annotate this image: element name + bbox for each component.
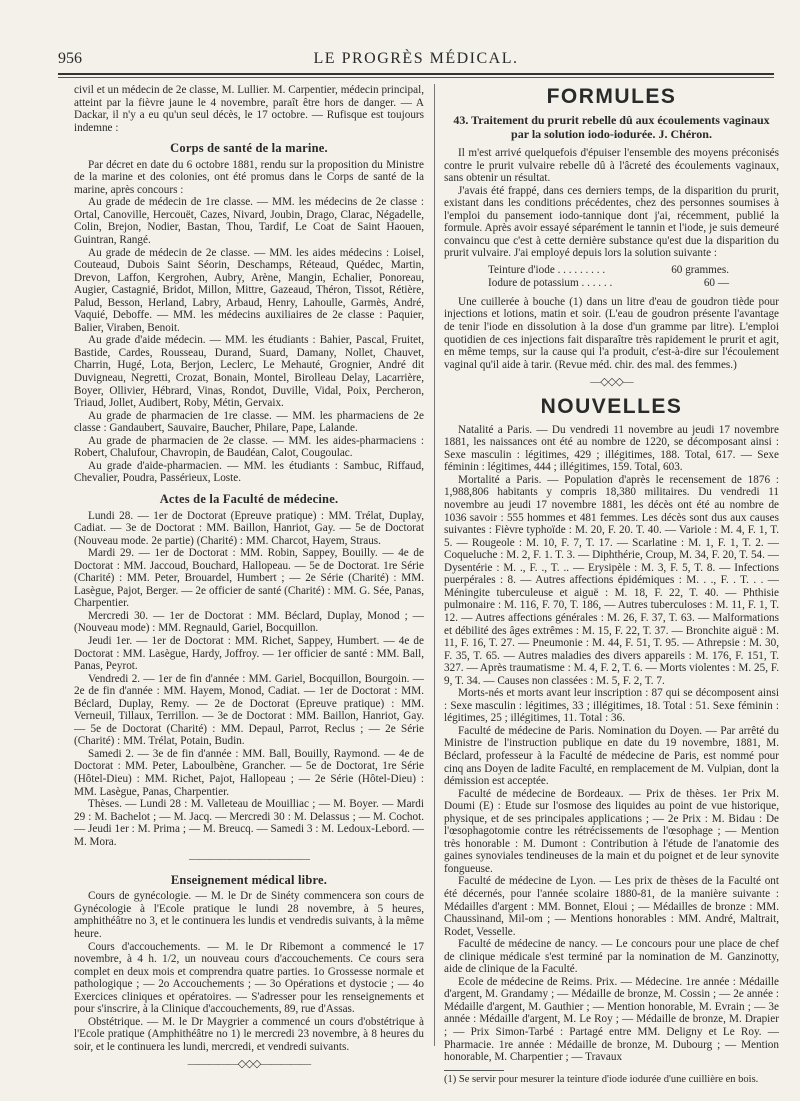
paragraph: Faculté de médecine de Paris. Nomination du Doyen. — Par arrêté du Ministre de l'instruction publique en date du 19 novembre, 1881, M. Béclard, professeur à la Faculté de médecine de Paris, est nommé pour cinq ans Doyen de ladite Faculté, en remplacement de M. Vulpian, dont la démission est acceptée. [444,724,779,788]
paragraph: Au grade d'aide-pharmacien. — MM. les étudiants : Sambuc, Riffaud, Chevalier, Poudra, Passérieux, Loste. [74,459,424,485]
right-column [444,84,779,1086]
ornament-divider: ———————————— [189,853,309,866]
paragraph: Obstétrique. — M. le Dr Maygrier a commencé un cours d'obstétrique à l'Ecole pratique (Amphithéâtre no 1) le mercredi 23 novembre, à 8 heures du soir, et le continuera les lundi, mercredi, et vendredi suivants. [74,1015,424,1053]
paragraph: Ecole de médecine de Reims. Prix. — Médecine. 1re année : Médaille d'argent, M. Grandamy ; — Médaille de bronze, M. Cossin ; — 2e année : Médaille d'argent, M. Gauthier ; — Mention honorable, M. Evrain ; — 3e année : Médaille d'argent, M. Le Roy ; — Médaille de bronze, M. Drapier ; — Prix Simon-Tarbé : Partagé entre MM. Deligny et Le Roy. — Pharmacie. 1re année : Médaille de bronze, M. Dubourg ; — Mention honorable, M. Charpentier ; — Travaux [444,975,779,1064]
footnote-rule [444,1070,504,1071]
section-title-enseignement: Enseignement médical libre. [170,872,328,887]
header-rule [58,73,774,75]
paragraph: Lundi 28. — 1er de Doctorat (Epreuve pratique) : MM. Trélat, Duplay, Cadiat. — 3e de Doctorat : MM. Baillon, Hanriot, Gay. — 5e de Doctorat (Nouveau mode. 2e partie) (Charité) : MM. Charcot, Hayem, Straus. [74,509,424,547]
header-rule-thin [58,77,774,78]
paragraph: Faculté de médecine de Bordeaux. — Prix de thèses. 1er Prix M. Doumi (E) : Etude sur l'osmose des liquides au point de vue historique, physique, et de ses principales applications ; — 2e Prix : M. Bidau : De l'œsophagotomie contre les rétrécissements de l'œsophage ; — Mention très honorable : M. Dumont : Contribution à l'étude de l'anatomie des gaines synoviales tendineuses de la main et du poignet et de leur synovite fongueuse. [444,787,779,875]
formula-ingredient: Teinture d'iode . . . . . . . . . [488,263,606,276]
paragraph: Cours de gynécologie. — M. le Dr de Sinéty commencera son cours de Gynécologie à l'Ecole pratique le lundi 28 novembre, à 5 heures, amphithéâtre no 3, et le continuera les lundis et vendredis suivants, à la même heure. [74,890,424,940]
nouvelles-heading: NOUVELLES [540,394,683,418]
footnote: (1) Se servir pour mesurer la teinture d'iode iodurée d'une cuillière en bois. [444,1073,759,1085]
section-title-faculte: Actes de la Faculté de médecine. [159,491,339,506]
paragraph: Au grade de médecin de 2e classe. — MM. les aides médecins : Loisel, Couteaud, Dubois Saint Séorin, Deschamps, Réteaud, Quédec, Martin, Drevon, Laffon, Kergrohen, Aubry, Arène, Mangin, Echalier, Ponoreau, Augier, Castagnié, Bridot, Millon, Mittre, Gazeaud, Théron, Tissot, Rétière, Palud, Besson, Herland, Labry, Arbaud, Henry, Lahoulle, Garmès, André, Vaquié, Deboffe. — MM. les médecins auxiliaires de 2e classe : Paquier, Balier, Viraben, Benoit. [74,246,424,334]
column-divider [434,84,435,1046]
left-column [74,84,424,1076]
ornament-divider-end: —————◇◇◇————— [187,1058,311,1071]
paragraph: Mardi 29. — 1er de Doctorat : MM. Robin, Sappey, Bouilly. — 4e de Doctorat : MM. Jaccoud, Bouchard, Hallopeau. — 5e de Doctorat. 1re Série (Charité) : MM. Peter, Brouardel, Humbert ; — 2e Série (Charité) : MM. Lasègue, Pajot, Berger. — 2e officier de santé (Charité) : MM. G. Sée, Panas, Charpentier. [74,547,424,610]
paragraph: Natalité a Paris. — Du vendredi 11 novembre au jeudi 17 novembre 1881, les naissances ont été au nombre de 1220, se décomposant ainsi : Sexe masculin : légitimes, 429 ; illégitimes, 188. Total, 617. — Sexe féminin : légitimes, 444 ; illégitimes, 159. Total, 603. [444,423,779,474]
paragraph: J'avais été frappé, dans ces derniers temps, de la disparition du prurit, existant dans les conditions précédentes, chez des personnes soumises à l'emploi du pansement iodo-tannique dont j'ai, récemment, publié la formule. Après avoir essayé séparément le tannin et l'iode, je suis demeuré convaincu que c'est à cette dernière substance qu'est due la disparition du prurit vulvaire. J'ai employé depuis lors la solution suivante : [444,184,779,260]
paragraph: Au grade de médecin de 1re classe. — MM. les médecins de 2e classe : Ortal, Canoville, Hercouët, Cazes, Nivard, Joubin, Drago, Clarac, Négadelle, Colin, Brejon, Nodier, Bastan, Thou, Tardif, Le Coat de Saint Haouen, Guintran, Rangé. [74,196,424,247]
paragraph: Vendredi 2. — 1er de fin d'année : MM. Gariel, Bocquillon, Bourgoin. — 2e de fin d'année : MM. Hayem, Monod, Cadiat. — 1er de Doctorat : MM. Béclard, Duplay, Remy. — 2e de Doctorat (Epreuve pratique) : MM. Verneuil, Tillaux, Terrillon. — 3e de Doctorat : MM. Baillon, Hanriot, Gay. — 5e de Doctorat (Charité) : MM. Depaul, Parrot, Reclus ; — 2e Série (Charité) : MM. Trélat, Potain, Budin. [74,672,424,748]
formula-quantity: 60 — [703,276,729,289]
formula-table [444,264,779,290]
paragraph: Faculté de médecine de Lyon. — Les prix de thèses de la Faculté ont été décernés, pour l'année scolaire 1880-81, de la manière suivante : Médailles d'argent : MM. Bonnet, Eloui ; — Médailles de bronze : MM. Chaussinand, Mil-om ; — Mentions honorables : MM. André, Maltrait, Rodet, Vesselle. [444,875,779,938]
paragraph: Morts-nés et morts avant leur inscription : 87 qui se décomposent ainsi : Sexe masculin : légitimes, 33 ; illégitimes, 18. Total : 51. Sexe féminin : légitimes, 25 ; illégitimes, 11. Total : 36. [444,687,779,725]
formula-title: 43. Traitement du prurit rebelle dû aux écoulements vaginaux par la solution iodo-iodurée. J. Chéron. [453,113,770,141]
paragraph: Mercredi 30. — 1er de Doctorat : MM. Béclard, Duplay, Monod ; — (Nouveau mode) : MM. Regnauld, Gariel, Bocquillon. [74,609,424,635]
formula-ingredient: Iodure de potassium . . . . . . [488,276,613,289]
paragraph: Au grade de pharmacien de 2e classe. — MM. les aides-pharmaciens : Robert, Chalufour, Chavropin, de Baudéan, Calot, Cougoulac. [74,434,424,460]
paragraph: Samedi 2. — 3e de fin d'année : MM. Ball, Bouilly, Raymond. — 4e de Doctorat : MM. Peter, Laboulbène, Grancher. — 5e de Doctorat, 1re Série (Hôtel-Dieu) : MM. Richet, Pajot, Hallopeau ; — 2e Série (Hôtel-Dieu) : MM. Lasègue, Panas, Charpentier. [74,747,424,798]
ornament-divider: —◇◇◇— [590,376,633,389]
paragraph: Jeudi 1er. — 1er de Doctorat : MM. Richet, Sappey, Humbert. — 4e de Doctorat : MM. Lasègue, Hardy, Joffroy. — 1er officier de santé : MM. Ball, Panas, Peyrot. [74,634,424,673]
paragraph: Thèses. — Lundi 28 : M. Valleteau de Mouilliac ; — M. Boyer. — Mardi 29 : M. Bachelot ; — M. Jacq. — Mercredi 30 : M. Delassus ; — M. Cochot. — Jeudi 1er : M. Prima ; — M. Breucq. — Samedi 3 : M. Ledoux-Lebord. — M. Mora. [74,798,424,848]
page-header [58,50,774,72]
journal-title: LE PROGRÈS MÉDICAL. [313,50,519,67]
formula-quantity: 60 grammes. [671,263,729,276]
section-title-marine: Corps de santé de la marine. [170,141,328,156]
formula-row [444,264,779,277]
paragraph: Cours d'accouchements. — M. le Dr Ribemont a commencé le 17 novembre, à 4 h. 1/2, un nouveau cours d'accouchements. Ce cours sera complet en deux mois et comprendra quatre parties. 1o Grossesse normale et pathologique ; — 2o Accouchements ; — 3o Opérations et dystocie ; — 4o Exercices cliniques et opératoires. — S'adresser pour les renseignements et pour s'inscrire, à la Clinique d'accouchements, 89, rue d'Assas. [74,940,424,1016]
paragraph: Par décret en date du 6 octobre 1881, rendu sur la proposition du Ministre de la marine et des colonies, ont été promus dans le Corps de santé de la marine, après concours : [74,158,424,196]
intro-paragraph: civil et un médecin de 2e classe, M. Lullier. M. Carpentier, médecin principal, atteint par la fièvre jaune le 4 novembre, paraît être hors de danger. — A Dackar, il n'y a eu qu'un seul décès, le 17 octobre. — Rufisque est toujours indemne : [74,84,424,134]
page-number: 956 [58,50,82,67]
formula-row [444,277,779,290]
paragraph: Mortalité a Paris. — Population d'après le recensement de 1876 : 1,988,806 habitants y compris 18,380 militaires. Du vendredi 11 novembre au jeudi 17 novembre 1881, les décès ont été au nombre de 1036 savoir : 555 hommes et 481 femmes. Les décès sont dus aux causes suivantes : Fièvre typhoïde : M. 20, F. 20. T. 40. — Variole : M. 4, F. 1, T. 5. — Rougeole : M. 10, F. 7, T. 17. — Scarlatine : M. 1, F. 1, T. 2. — Coqueluche : M. 2, F. 1. T. 3. — Diphthérie, Croup, M. 34, F. 20, T. 54. — Dysentérie : M. ., F. ., T. .. — Erysipèle : M. 3, F. 5, T. 8. — Infections puerpérales : 8. — Autres affections épidémiques : M. . ., F. . T. . . — Méningite tuberculeuse et aiguë : M. 18, F. 22, T. 40. — Phthisie pulmonaire : M. 116, F. 70, T. 186, — Autres tuberculoses : M. 11, F. 1, T. 12. — Autres affections générales : M. 26, F. 37, T. 63. — Malformations et débilité des âges extrêmes : M. 15, F. 22, T. 37. — Bronchite aiguë : M. 11, F. 16, T. 27. — Pneumonie : M. 44, F. 51, T. 95. — Athrepsie : M. 30, F. 35, T. 65. — Autres maladies des divers appareils : M. 176, F. 151, T. 327. — Après traumatisme : M. 4, F. 2, T. 6. — Morts violentes : M. 25, F. 9, T. 34. — Causes non classées : M. 5, F. 2, T. 7. [444,473,779,687]
paragraph: Une cuillerée à bouche (1) dans un litre d'eau de goudron tiède pour injections et lotions, matin et soir. (L'eau de goudron présente l'avantage de tenir l'iode en dissolution à la dose d'un gramme par litre). L'emploi quotidien de ces injections fait disparaître très rapidement le prurit et agit, en même temps, sur la cause qui l'a produit, c'est-à-dire sur l'écoulement vaginal qu'il aide à tarir. (Revue méd. chir. des mal. des femmes.) [444,295,779,371]
paragraph: Au grade d'aide médecin. — MM. les étudiants : Bahier, Pascal, Fruitet, Bastide, Cardes, Rousseau, Durand, Suard, Damany, Nollet, Chauvet, Charrin, Hugé, Lota, Berjon, Leclerc, Le Mehauté, Grognier, André dit Duvigneau, Negretti, Crozat, Bonain, Montel, Birolleau Delay, Lacarrière, Boyer, Ollivier, Hébrard, Vinas, Rondot, Duville, Vidal, Poix, Percheron, Triaud, Jollet, Audibert, Roby, Métin, Gervaix. [74,334,424,410]
formules-heading: FORMULES [546,85,677,108]
paragraph: Il m'est arrivé quelquefois d'épuiser l'ensemble des moyens préconisés contre le prurit vulvaire rebelle dû à l'âcreté des écoulements vaginaux, sans obtenir un résultat. [444,147,779,185]
paragraph: Au grade de pharmacien de 1re classe. — MM. les pharmaciens de 2e classe : Gandaubert, Sauvaire, Baucher, Philare, Pape, Lalande. [74,409,424,435]
paragraph: Faculté de médecine de nancy. — Le concours pour une place de chef de clinique médicale s'est terminé par la nomination de M. Ganzinotty, aide de clinique de la Faculté. [444,938,779,976]
